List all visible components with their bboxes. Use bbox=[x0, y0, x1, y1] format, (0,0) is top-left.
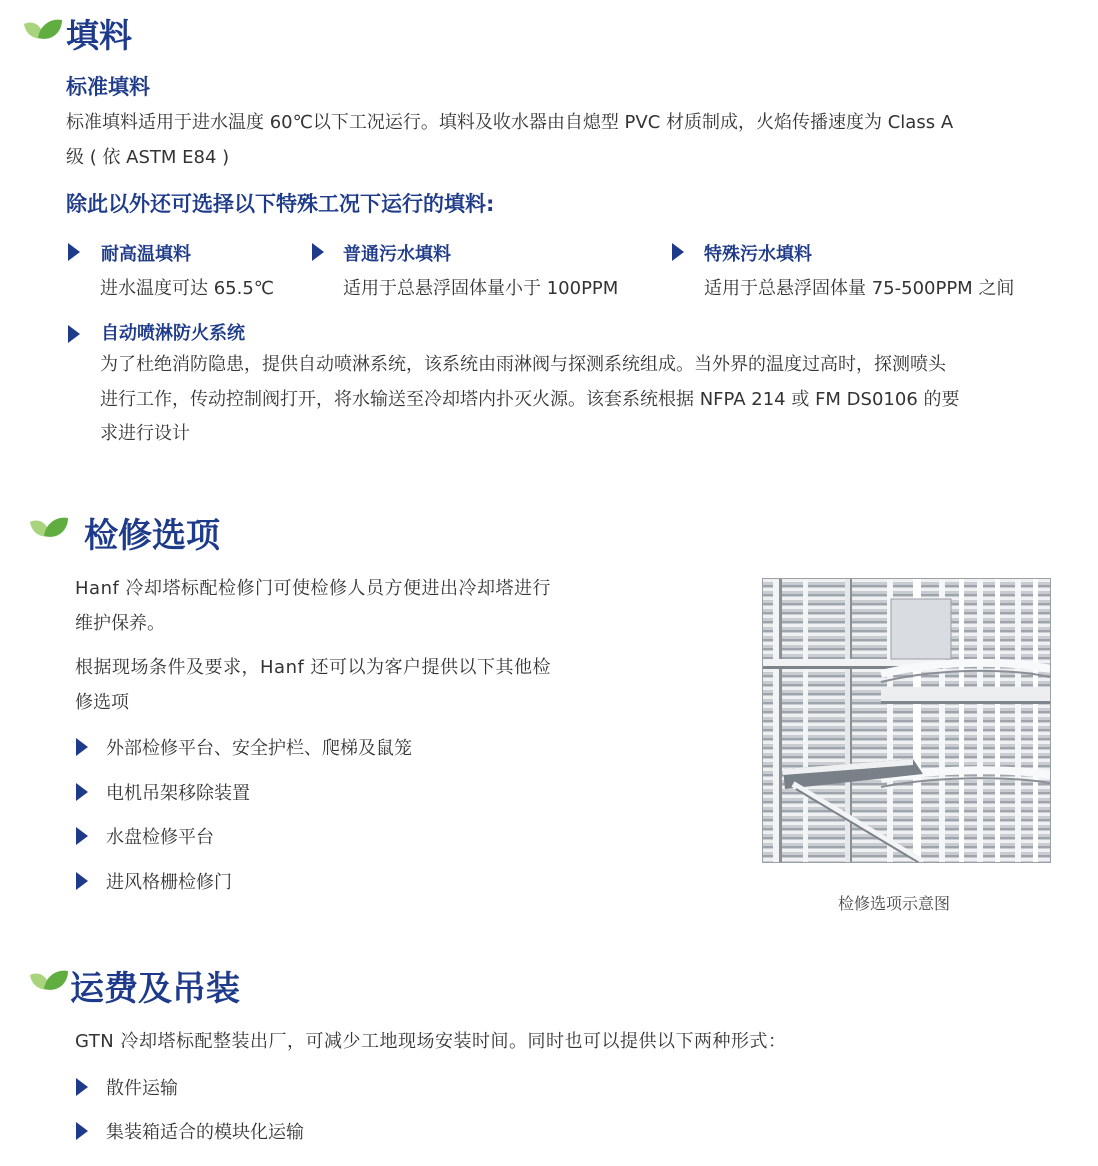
maintenance-item: 水盘检修平台 bbox=[106, 827, 214, 848]
bullet-triangle-icon bbox=[312, 243, 324, 261]
bullet-triangle-icon bbox=[68, 325, 80, 343]
sprinkler-line1: 为了杜绝消防隐患，提供自动喷淋系统，该系统由雨淋阀与探测系统组成。当外界的温度过高时，探测喷头 bbox=[100, 354, 946, 375]
standard-packing-line1: 标准填料适用于进水温度 60℃以下工况运行。填料及收水器由自熄型 PVC 材质制成，火焰传播速度为 Class A bbox=[66, 112, 954, 133]
maintenance-para2-line2: 修选项 bbox=[75, 692, 129, 713]
sprinkler-title: 自动喷淋防火系统 bbox=[101, 323, 245, 344]
shipping-intro: GTN 冷却塔标配整装出厂，可减少工地现场安装时间。同时也可以提供以下两种形式： bbox=[75, 1031, 787, 1052]
option-desc: 适用于总悬浮固体量小于 100PPM bbox=[343, 278, 619, 299]
sprinkler-line2: 进行工作，传动控制阀打开，将水输送至冷却塔内扑灭火源。该套系统根据 NFPA 214 或 FM DS0106 的要 bbox=[100, 389, 960, 410]
bullet-triangle-icon bbox=[76, 872, 88, 890]
leaf-icon bbox=[28, 514, 70, 544]
bullet-triangle-icon bbox=[76, 783, 88, 801]
bullet-triangle-icon bbox=[76, 1122, 88, 1140]
option-title: 特殊污水填料 bbox=[704, 244, 812, 265]
standard-packing-title: 标准填料 bbox=[66, 75, 150, 99]
sprinkler-line3: 求进行设计 bbox=[100, 423, 190, 444]
maintenance-options-image bbox=[762, 578, 1051, 863]
maintenance-para2-line1: 根据现场条件及要求，Hanf 还可以为客户提供以下其他检 bbox=[75, 657, 552, 678]
bullet-triangle-icon bbox=[76, 738, 88, 756]
maintenance-para1-line1: Hanf 冷却塔标配检修门可使检修人员方便进出冷却塔进行 bbox=[75, 578, 552, 599]
maintenance-item: 外部检修平台、安全护栏、爬梯及鼠笼 bbox=[106, 738, 412, 759]
bullet-triangle-icon bbox=[76, 1078, 88, 1096]
leaf-icon bbox=[22, 16, 64, 46]
bullet-triangle-icon bbox=[672, 243, 684, 261]
image-caption: 检修选项示意图 bbox=[838, 894, 951, 913]
shipping-item: 散件运输 bbox=[106, 1078, 178, 1099]
bullet-triangle-icon bbox=[68, 243, 80, 261]
option-desc: 适用于总悬浮固体量 75-500PPM 之间 bbox=[704, 278, 1015, 299]
section-title-packing: 填料 bbox=[66, 16, 132, 55]
special-packing-title: 除此以外还可选择以下特殊工况下运行的填料: bbox=[66, 192, 495, 216]
maintenance-para1-line2: 维护保养。 bbox=[75, 613, 165, 634]
standard-packing-line2: 级 ( 依 ASTM E84 ) bbox=[66, 147, 230, 168]
option-title: 普通污水填料 bbox=[343, 244, 451, 265]
section-title-maintenance: 检修选项 bbox=[84, 516, 220, 556]
section-title-shipping: 运费及吊装 bbox=[70, 969, 240, 1009]
option-desc: 进水温度可达 65.5℃ bbox=[100, 278, 275, 299]
bullet-triangle-icon bbox=[76, 827, 88, 845]
shipping-item: 集装箱适合的模块化运输 bbox=[106, 1122, 304, 1143]
option-title: 耐高温填料 bbox=[101, 244, 191, 265]
leaf-icon bbox=[28, 967, 70, 997]
maintenance-item: 进风格栅检修门 bbox=[106, 872, 232, 893]
maintenance-item: 电机吊架移除装置 bbox=[106, 783, 250, 804]
